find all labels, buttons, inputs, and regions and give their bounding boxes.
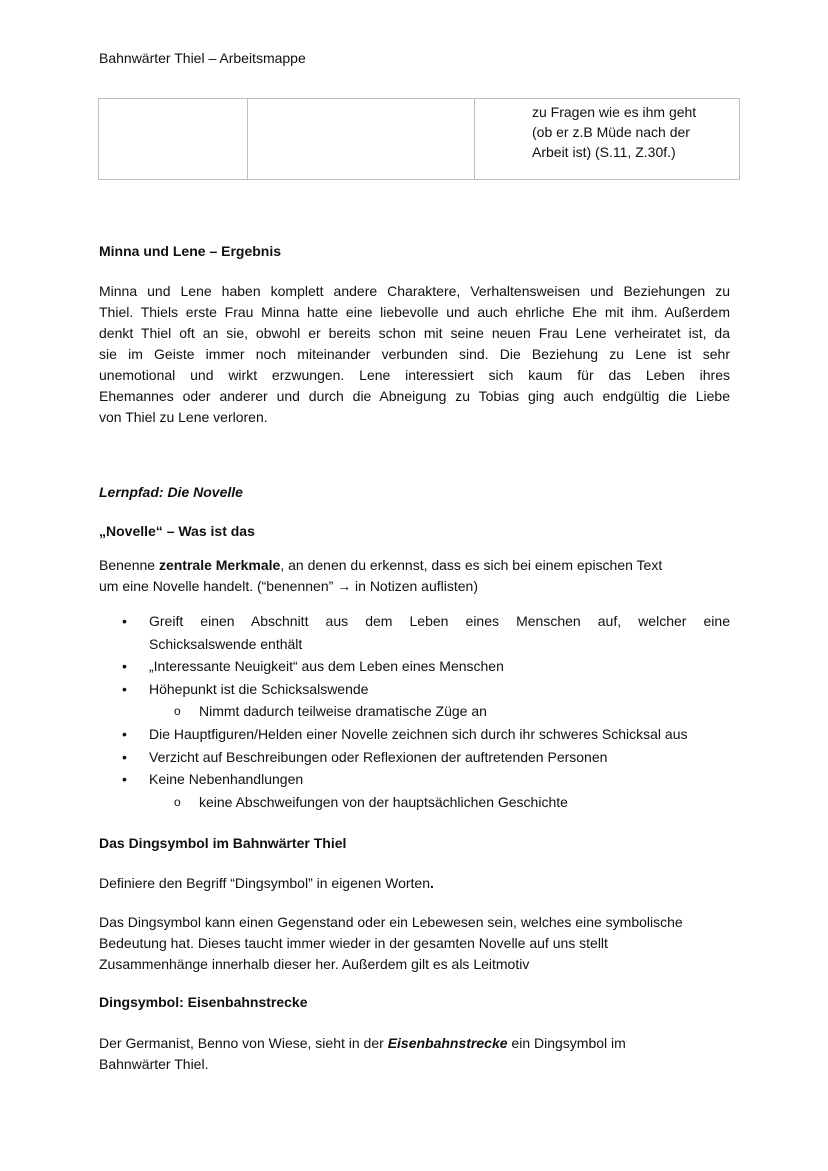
- eisenbahn-paragraph: [99, 1033, 730, 1075]
- task-text: .: [430, 875, 434, 891]
- emphasis-text: Eisenbahnstrecke: [387, 1035, 508, 1051]
- table-cell-line: Arbeit ist) (S.11, Z.30f.): [532, 144, 676, 160]
- lernpfad-heading: Lernpfad: Die Novelle: [99, 484, 243, 500]
- task-line: [99, 873, 730, 894]
- page-header: Bahnwärter Thiel – Arbeitsmappe: [99, 50, 306, 66]
- task-text: , an denen du erkennst, dass es sich bei einem epischen Text: [280, 557, 663, 573]
- paragraph-line: von Thiel zu Lene verloren.: [99, 409, 268, 425]
- paragraph-line: Ehemannes oder anderer und durch die Abneigung zu Tobias ging auch endgültig die Liebe: [99, 388, 730, 404]
- paragraph-line: Das Dingsymbol kann einen Gegenstand oder ein Lebewesen sein, welches eine symbolische: [99, 914, 683, 930]
- sub-list-item: o keine Abschweifungen von der hauptsächlichen Geschichte: [99, 791, 730, 814]
- task-text: Benenne: [99, 557, 159, 573]
- minna-paragraph: [99, 281, 730, 428]
- paragraph-line: [99, 1033, 730, 1054]
- table-row: [99, 99, 740, 180]
- novelle-task: [99, 555, 730, 597]
- table-cell-line: zu Fragen wie es ihm geht: [532, 104, 697, 120]
- list-item: • Verzicht auf Beschreibungen oder Reflexionen der auftretenden Personen: [99, 746, 730, 769]
- list-item: • Höhepunkt ist die Schicksalswende: [99, 678, 730, 701]
- paragraph-line: denkt Thiel oft an sie, obwohl er bereits schon mit seine neuen Frau Lene verheiratet ist, da: [99, 325, 730, 341]
- list-item: [99, 610, 730, 655]
- paragraph-line: Bahnwärter Thiel.: [99, 1056, 209, 1072]
- paragraph-text: Der Germanist, Benno von Wiese, sieht in der: [99, 1035, 388, 1051]
- novelle-subheading: „Novelle“ – Was ist das: [99, 523, 255, 539]
- dingsymbol-task: [99, 873, 730, 894]
- table-cell-text: [475, 99, 740, 180]
- list-item-line: • Greift einen Abschnitt aus dem Leben eines Menschen auf, welcher eine: [149, 613, 730, 629]
- paragraph-line: Minna und Lene haben komplett andere Charaktere, Verhaltensweisen und Beziehungen zu: [99, 283, 730, 299]
- list-item: • „Interessante Neuigkeit“ aus dem Leben eines Menschen: [99, 655, 730, 678]
- eisenbahn-heading: Dingsymbol: Eisenbahnstrecke: [99, 994, 308, 1010]
- sub-list-item: o Nimmt dadurch teilweise dramatische Züge an: [99, 700, 730, 723]
- section-heading-minna: Minna und Lene – Ergebnis: [99, 243, 282, 259]
- paragraph-line: Thiel. Thiels erste Frau Minna hatte eine liebevolle und auch ehrliche Ehe mit ihm. Außerdem: [99, 304, 730, 320]
- table-cell-line: (ob er z.B Müde nach der: [532, 124, 690, 140]
- dingsymbol-paragraph: [99, 912, 730, 975]
- table-cell-empty-1: [99, 99, 248, 180]
- list-item-line: Schicksalswende enthält: [149, 635, 303, 652]
- paragraph-text: ein Dingsymbol im: [507, 1035, 626, 1051]
- task-bold-text: zentrale Merkmale: [158, 557, 281, 573]
- task-line: [99, 555, 730, 576]
- paragraph-line: Bedeutung hat. Dieses taucht immer wieder in der gesamten Novelle auf uns stellt: [99, 935, 608, 951]
- paragraph-line: Zusammenhänge innerhalb dieser her. Außerdem gilt es als Leitmotiv: [99, 956, 530, 972]
- task-line: um eine Novelle handelt. (“benennen” → in Notizen auflisten): [99, 578, 478, 594]
- continued-table: [98, 98, 740, 180]
- table-cell-empty-2: [248, 99, 475, 180]
- paragraph-line: sie im Geiste immer noch miteinander verbunden sind. Die Beziehung zu Lene ist sehr: [99, 346, 730, 362]
- dingsymbol-heading: Das Dingsymbol im Bahnwärter Thiel: [99, 835, 347, 851]
- list-item: • Die Hauptfiguren/Helden einer Novelle zeichnen sich durch ihr schweres Schicksal aus: [99, 723, 730, 746]
- paragraph-line: unemotional und wirkt erzwungen. Lene interessiert sich kaum für das Leben ihres: [99, 367, 730, 383]
- task-text: Definiere den Begriff “Dingsymbol” in eigenen Worten: [99, 875, 430, 891]
- merkmale-list: [99, 610, 730, 813]
- list-item: • Keine Nebenhandlungen: [99, 768, 730, 791]
